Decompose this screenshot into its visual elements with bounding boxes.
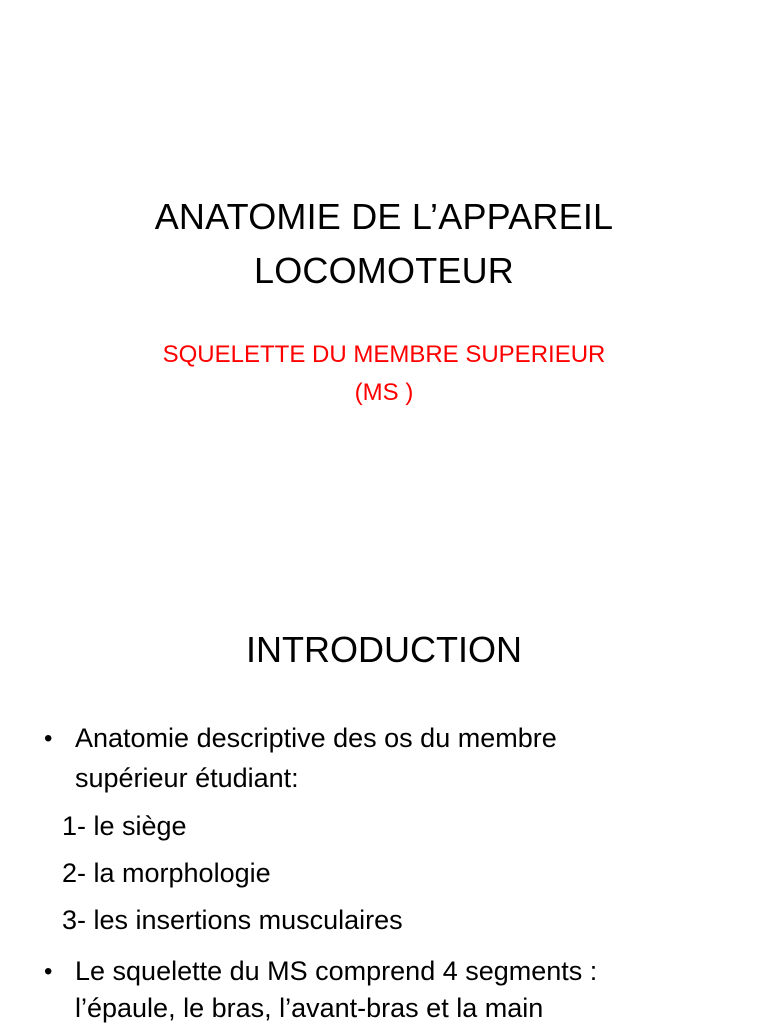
slide-subtitle	[0, 336, 768, 412]
sub-item-1: 1- le siège	[62, 811, 187, 841]
sub-item-2: 2- la morphologie	[62, 858, 271, 888]
section-heading: INTRODUCTION	[246, 629, 522, 670]
slide-subtitle-line-1: SQUELETTE DU MEMBRE SUPERIEUR	[162, 341, 606, 368]
slide-subtitle-line-2: (MS )	[354, 379, 414, 406]
bullet-dot-icon: •	[44, 725, 53, 752]
slide-title	[0, 190, 768, 298]
bullet-2-line-1: Le squelette du MS comprend 4 segments :	[75, 956, 598, 986]
bullet-1-line-2: supérieur étudiant:	[75, 763, 299, 793]
sub-item-3: 3- les insertions musculaires	[62, 905, 403, 935]
bullet-2-line-2: l’épaule, le bras, l’avant-bras et la main	[75, 993, 544, 1023]
slide-title-line-2: LOCOMOTEUR	[253, 250, 514, 291]
slide-title-page	[0, 0, 768, 512]
bullet-1-line-1: Anatomie descriptive des os du membre	[75, 723, 557, 753]
slide-title-line-1: ANATOMIE DE L’APPAREIL	[154, 196, 614, 237]
slide-introduction	[0, 512, 768, 1024]
bullet-dot-icon: •	[44, 958, 53, 985]
